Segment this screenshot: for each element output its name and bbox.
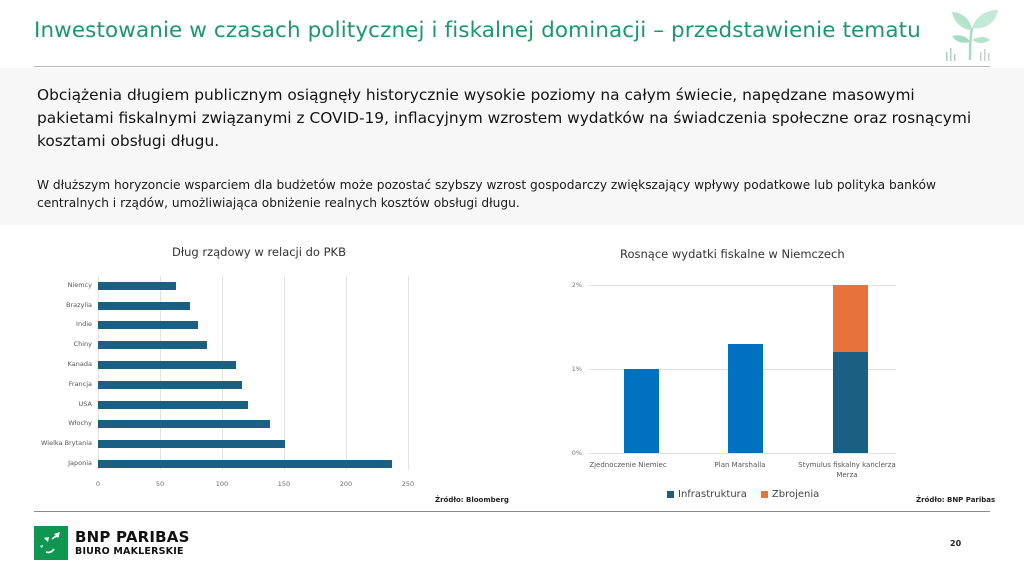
bar [98, 321, 198, 329]
source-note: Źródło: BNP Paribas [916, 496, 996, 504]
category-label: Francja [68, 380, 92, 388]
gridline [346, 276, 347, 470]
x-tick: 50 [155, 480, 165, 488]
x-tick: 100 [215, 480, 229, 488]
bar-infrastruktura [833, 352, 868, 453]
bar [98, 420, 270, 428]
sub-paragraph: W dłuższym horyzoncie wsparciem dla budżetów może pozostać szybszy wzrost gospodarczy zwiększający wpływy podatkowe lub polityka banków centralnych i rządów, umożliwiająca obniżenie realnych kosztów obsługi długu. [37, 178, 936, 210]
category-label: Zjednoczenie Niemiec [589, 461, 667, 469]
page-title: Inwestowanie w czasach politycznej i fiskalnej dominacji – przedstawienie tematu [34, 18, 921, 43]
legend-label: Zbrojenia [771, 489, 820, 500]
x-tick: 150 [277, 480, 291, 488]
bar [98, 302, 190, 310]
brand-name: BNP PARIBAS [75, 528, 190, 546]
chart-legend [667, 489, 833, 500]
category-label: Indie [76, 320, 92, 328]
source-note: Źródło: Bloomberg [435, 496, 509, 504]
gridline [408, 276, 409, 470]
x-axis-line [589, 453, 896, 454]
category-label: Chiny [73, 340, 92, 348]
category-label: Kanada [67, 360, 92, 368]
title-divider [34, 66, 990, 67]
category-label: Niemcy [67, 281, 92, 289]
bar [98, 440, 285, 448]
stars-icon [34, 526, 68, 560]
y-tick: 2% [571, 281, 582, 289]
x-tick: 200 [339, 480, 353, 488]
footer-divider [34, 511, 990, 512]
bar [98, 361, 236, 369]
brand-subtitle: BIURO MAKLERSKIE [75, 546, 184, 557]
x-tick: 0 [95, 480, 101, 488]
legend-label: Infrastruktura [678, 489, 747, 500]
y-tick: 0% [571, 449, 582, 457]
category-label: Plan Marshalla [714, 461, 766, 469]
category-label: Brazylia [66, 301, 92, 309]
bar-infrastruktura [624, 369, 659, 453]
bar [98, 341, 207, 349]
bar [98, 381, 242, 389]
legend-swatch [761, 491, 768, 498]
category-label: USA [78, 400, 92, 408]
category-label: Japonia [68, 459, 92, 467]
chart-title: Rosnące wydatki fiskalne w Niemczech [620, 247, 845, 261]
bar-infrastruktura [728, 344, 763, 453]
bar [98, 282, 176, 290]
bar [98, 460, 392, 468]
y-tick: 1% [571, 365, 582, 373]
page-number: 20 [950, 539, 962, 548]
x-tick: 250 [401, 480, 415, 488]
bnp-paribas-logo [34, 526, 68, 560]
chart-title: Dług rządowy w relacji do PKB [172, 245, 346, 259]
category-label: Wielka Brytania [40, 439, 92, 447]
legend-item-infrastruktura [667, 489, 747, 500]
bar-zbrojenia [833, 285, 868, 352]
legend-swatch [667, 491, 674, 498]
bar [98, 401, 248, 409]
category-label: Stymulus fiskalny kanclerza Merza [798, 461, 896, 479]
plant-sprout-icon [940, 2, 1004, 64]
legend-item-zbrojenia [761, 489, 819, 500]
category-label: Włochy [68, 419, 92, 427]
lead-paragraph: Obciążenia długiem publicznym osiągnęły historycznie wysokie poziomy na całym świecie, napędzane masowymi pakietami fiskalnymi związanymi z COVID-19, inflacyjnym wzrostem wydatków na świadczenia społeczne oraz rosnącymi kosztami obsługi długu. [37, 86, 972, 150]
